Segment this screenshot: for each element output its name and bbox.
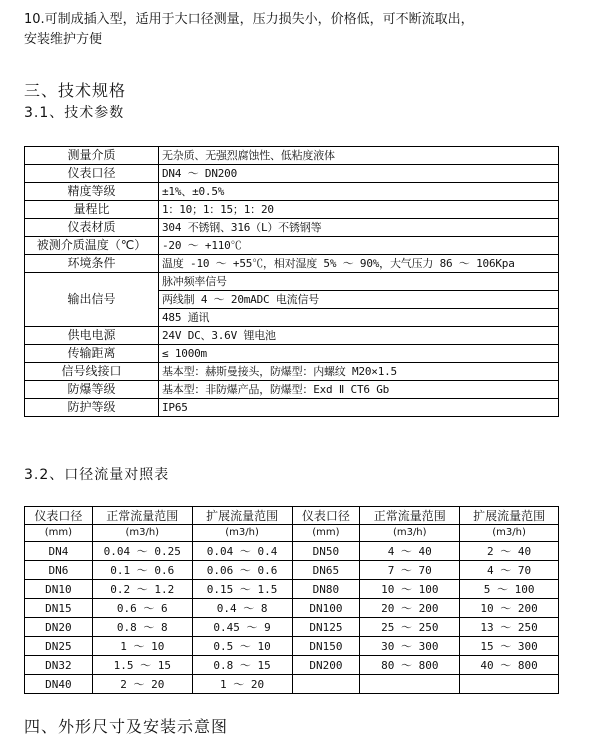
section-3-heading: 三、技术规格 <box>24 81 127 100</box>
spec-row <box>25 219 559 237</box>
spec-row <box>25 345 559 363</box>
flow-cell: 0.06 ～ 0.6 <box>192 561 292 580</box>
section-4-heading: 四、外形尺寸及安装示意图 <box>24 717 229 736</box>
flow-cell: 20 ～ 200 <box>360 599 460 618</box>
flow-cell: 2 ～ 40 <box>460 542 559 561</box>
spec-label: 供电电源 <box>25 327 159 345</box>
flow-cell: 0.04 ～ 0.4 <box>192 542 292 561</box>
flow-cell: DN80 <box>292 580 360 599</box>
spec-label: 仪表材质 <box>25 219 159 237</box>
spec-row <box>25 165 559 183</box>
flow-cell: DN100 <box>292 599 360 618</box>
flow-header-cell: 仪表口径 <box>25 507 93 525</box>
spec-label: 防护等级 <box>25 399 159 417</box>
flow-table-row <box>25 637 559 656</box>
flow-cell: DN20 <box>25 618 93 637</box>
flow-cell <box>460 675 559 694</box>
spec-value: 304 不锈钢、316（L）不锈钢等 <box>159 219 559 237</box>
flow-cell: 7 ～ 70 <box>360 561 460 580</box>
flow-cell: 1 ～ 10 <box>92 637 192 656</box>
spec-label: 被测介质温度（℃） <box>25 237 159 255</box>
spec-row <box>25 201 559 219</box>
spec-value: ≤ 1000m <box>159 345 559 363</box>
flow-cell: DN50 <box>292 542 360 561</box>
flow-cell: 0.5 ～ 10 <box>192 637 292 656</box>
flow-cell: 0.6 ～ 6 <box>92 599 192 618</box>
spec-label: 输出信号 <box>25 273 159 327</box>
spec-value: IP65 <box>159 399 559 417</box>
flow-table-unit-row <box>25 525 559 542</box>
flow-cell: 0.15 ～ 1.5 <box>192 580 292 599</box>
spec-value: -20 ～ +110℃ <box>159 237 559 255</box>
flow-cell: 0.1 ～ 0.6 <box>92 561 192 580</box>
spec-row <box>25 327 559 345</box>
flow-header-cell: 正常流量范围 <box>360 507 460 525</box>
section-3-1-heading: 3.1、技术参数 <box>24 105 125 121</box>
section-3-2-heading: 3.2、口径流量对照表 <box>24 467 170 483</box>
flow-cell <box>360 675 460 694</box>
flow-cell: 0.04 ～ 0.25 <box>92 542 192 561</box>
flow-table-row <box>25 542 559 561</box>
flow-cell: 0.8 ～ 8 <box>92 618 192 637</box>
flow-cell: 5 ～ 100 <box>460 580 559 599</box>
flow-cell: 0.45 ～ 9 <box>192 618 292 637</box>
flow-table-row <box>25 675 559 694</box>
spec-row <box>25 273 559 291</box>
flow-cell: 13 ～ 250 <box>460 618 559 637</box>
flow-cell: 40 ～ 800 <box>460 656 559 675</box>
flow-cell: DN6 <box>25 561 93 580</box>
flow-cell: DN200 <box>292 656 360 675</box>
flow-header-cell: 仪表口径 <box>292 507 360 525</box>
spec-row <box>25 363 559 381</box>
flow-cell: 10 ～ 100 <box>360 580 460 599</box>
flow-header-cell: 正常流量范围 <box>92 507 192 525</box>
flow-cell: DN25 <box>25 637 93 656</box>
spec-label: 传输距离 <box>25 345 159 363</box>
flow-cell: 0.2 ～ 1.2 <box>92 580 192 599</box>
flow-cell <box>292 675 360 694</box>
spec-row <box>25 381 559 399</box>
spec-label: 量程比 <box>25 201 159 219</box>
spec-value: 1：10；1：15；1：20 <box>159 201 559 219</box>
spec-row <box>25 147 559 165</box>
spec-label: 仪表口径 <box>25 165 159 183</box>
spec-value: 485 通讯 <box>159 309 559 327</box>
intro-line-2: 安装维护方便 <box>24 32 103 47</box>
flow-cell: DN125 <box>292 618 360 637</box>
flow-table-row <box>25 599 559 618</box>
flow-cell: 1 ～ 20 <box>192 675 292 694</box>
spec-label: 防爆等级 <box>25 381 159 399</box>
flow-unit-cell: (m3/h) <box>360 525 460 542</box>
tech-spec-table <box>24 146 559 417</box>
flow-cell: DN4 <box>25 542 93 561</box>
flow-table-row <box>25 656 559 675</box>
flow-cell: 0.4 ～ 8 <box>192 599 292 618</box>
flow-range-table <box>24 506 559 694</box>
flow-table-row <box>25 618 559 637</box>
flow-cell: DN65 <box>292 561 360 580</box>
spec-value: 两线制 4 ～ 20mADC 电流信号 <box>159 291 559 309</box>
flow-header-cell: 扩展流量范围 <box>192 507 292 525</box>
spec-value: 基本型：非防爆产品，防爆型：Exd Ⅱ CT6 Gb <box>159 381 559 399</box>
flow-cell: DN150 <box>292 637 360 656</box>
flow-cell: DN10 <box>25 580 93 599</box>
intro-line-1: 10.可制成插入型，适用于大口径测量，压力损失小，价格低，可不断流取出， <box>24 12 474 27</box>
spec-row <box>25 237 559 255</box>
flow-unit-cell: (mm) <box>25 525 93 542</box>
flow-unit-cell: (mm) <box>292 525 360 542</box>
spec-label: 环境条件 <box>25 255 159 273</box>
flow-table-row <box>25 580 559 599</box>
flow-cell: 30 ～ 300 <box>360 637 460 656</box>
spec-label: 精度等级 <box>25 183 159 201</box>
spec-label: 信号线接口 <box>25 363 159 381</box>
spec-row <box>25 255 559 273</box>
flow-table-header-row <box>25 507 559 525</box>
spec-value: 基本型：赫斯曼接头，防爆型：内螺纹 M20×1.5 <box>159 363 559 381</box>
flow-unit-cell: (m3/h) <box>192 525 292 542</box>
flow-cell: DN40 <box>25 675 93 694</box>
spec-value: ±1%、±0.5% <box>159 183 559 201</box>
spec-row <box>25 183 559 201</box>
flow-cell: 80 ～ 800 <box>360 656 460 675</box>
flow-cell: 4 ～ 70 <box>460 561 559 580</box>
flow-cell: DN32 <box>25 656 93 675</box>
spec-row <box>25 399 559 417</box>
spec-value: 脉冲频率信号 <box>159 273 559 291</box>
flow-cell: 2 ～ 20 <box>92 675 192 694</box>
flow-unit-cell: (m3/h) <box>92 525 192 542</box>
flow-cell: 10 ～ 200 <box>460 599 559 618</box>
flow-cell: 15 ～ 300 <box>460 637 559 656</box>
flow-table-row <box>25 561 559 580</box>
flow-unit-cell: (m3/h) <box>460 525 559 542</box>
flow-header-cell: 扩展流量范围 <box>460 507 559 525</box>
flow-cell: 4 ～ 40 <box>360 542 460 561</box>
spec-value: 24V DC、3.6V 锂电池 <box>159 327 559 345</box>
spec-value: 无杂质、无强烈腐蚀性、低粘度液体 <box>159 147 559 165</box>
spec-value: 温度 -10 ～ +55℃，相对湿度 5% ～ 90%，大气压力 86 ～ 106Kpa <box>159 255 559 273</box>
flow-cell: 25 ～ 250 <box>360 618 460 637</box>
flow-cell: 0.8 ～ 15 <box>192 656 292 675</box>
spec-label: 测量介质 <box>25 147 159 165</box>
intro-paragraph <box>24 10 584 50</box>
flow-cell: DN15 <box>25 599 93 618</box>
spec-value: DN4 ～ DN200 <box>159 165 559 183</box>
flow-cell: 1.5 ～ 15 <box>92 656 192 675</box>
